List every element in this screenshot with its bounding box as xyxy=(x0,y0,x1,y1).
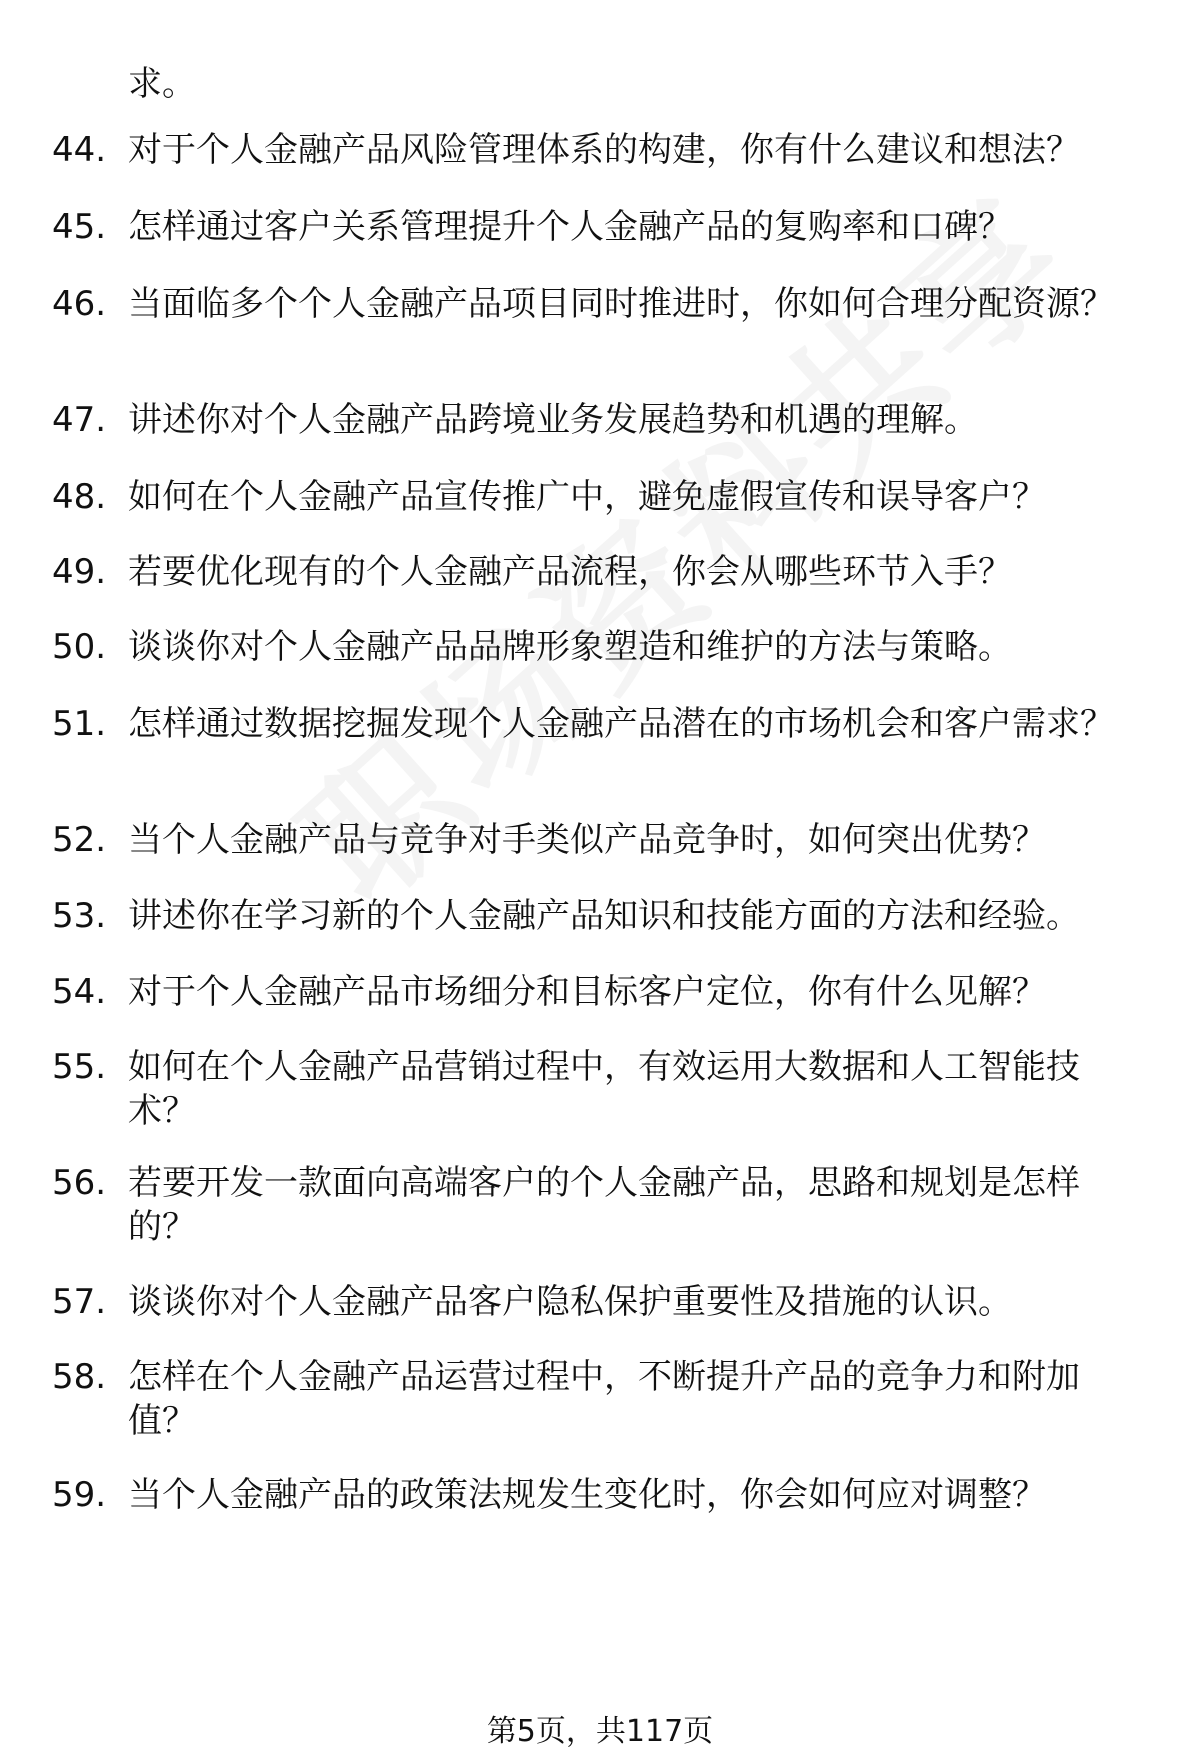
question-number: 58. xyxy=(52,1357,107,1397)
question-number: 44. xyxy=(52,130,107,170)
question-number: 50. xyxy=(52,627,107,667)
question-text: 如何在个人金融产品营销过程中，有效运用大数据和人工智能技术？ xyxy=(128,1047,1080,1131)
question-number: 54. xyxy=(52,972,107,1012)
list-item xyxy=(0,550,1160,594)
list-item xyxy=(0,625,1160,669)
question-text: 怎样在个人金融产品运营过程中，不断提升产品的竞争力和附加值？ xyxy=(128,1357,1080,1441)
question-text: 讲述你对个人金融产品跨境业务发展趋势和机遇的理解。 xyxy=(128,400,978,440)
question-text: 讲述你在学习新的个人金融产品知识和技能方面的方法和经验。 xyxy=(128,896,1080,936)
page-number-footer: 第5页，共117页 xyxy=(486,1714,714,1749)
list-item xyxy=(0,1280,1160,1324)
list-item xyxy=(0,702,1160,746)
list-item xyxy=(0,398,1160,442)
question-number: 52. xyxy=(52,820,107,860)
question-number: 49. xyxy=(52,552,107,592)
previous-question-continuation: 求。 xyxy=(128,64,196,104)
question-number: 56. xyxy=(52,1163,107,1203)
question-number: 53. xyxy=(52,896,107,936)
question-number: 51. xyxy=(52,704,107,744)
list-item xyxy=(0,818,1160,862)
question-number: 47. xyxy=(52,400,107,440)
question-text: 若要优化现有的个人金融产品流程，你会从哪些环节入手？ xyxy=(128,552,1012,592)
list-item xyxy=(0,205,1160,249)
question-text: 怎样通过客户关系管理提升个人金融产品的复购率和口碑？ xyxy=(128,207,1012,247)
list-item xyxy=(0,475,1160,519)
question-number: 59. xyxy=(52,1475,107,1515)
question-text: 当个人金融产品的政策法规发生变化时，你会如何应对调整？ xyxy=(128,1475,1046,1515)
list-item xyxy=(0,1045,1160,1133)
list-item xyxy=(0,282,1160,326)
question-text: 怎样通过数据挖掘发现个人金融产品潜在的市场机会和客户需求？ xyxy=(128,704,1114,744)
list-item xyxy=(0,970,1160,1014)
list-item xyxy=(0,894,1160,938)
question-number: 45. xyxy=(52,207,107,247)
question-text: 对于个人金融产品市场细分和目标客户定位，你有什么见解？ xyxy=(128,972,1046,1012)
list-item xyxy=(0,1161,1160,1249)
question-text: 对于个人金融产品风险管理体系的构建，你有什么建议和想法？ xyxy=(128,130,1080,170)
question-number: 46. xyxy=(52,284,107,324)
question-text: 当个人金融产品与竞争对手类似产品竞争时，如何突出优势？ xyxy=(128,820,1046,860)
list-item xyxy=(0,128,1160,172)
question-text: 当面临多个个人金融产品项目同时推进时，你如何合理分配资源？ xyxy=(128,284,1114,324)
list-item xyxy=(0,1355,1160,1443)
question-number: 55. xyxy=(52,1047,107,1087)
question-number: 57. xyxy=(52,1282,107,1322)
question-text: 谈谈你对个人金融产品品牌形象塑造和维护的方法与策略。 xyxy=(128,627,1012,667)
list-item xyxy=(0,1473,1160,1517)
question-text: 谈谈你对个人金融产品客户隐私保护重要性及措施的认识。 xyxy=(128,1282,1012,1322)
question-text: 如何在个人金融产品宣传推广中，避免虚假宣传和误导客户？ xyxy=(128,477,1046,517)
question-text: 若要开发一款面向高端客户的个人金融产品，思路和规划是怎样的？ xyxy=(128,1163,1080,1247)
question-number: 48. xyxy=(52,477,107,517)
